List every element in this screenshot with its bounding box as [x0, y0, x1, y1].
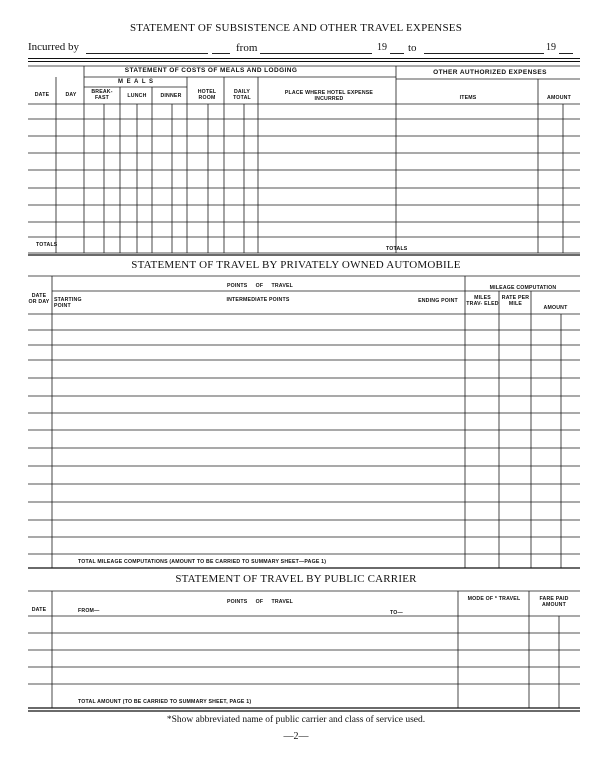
carrier-col-to: TO—: [390, 610, 403, 616]
meals-section-title: STATEMENT OF COSTS OF MEALS AND LODGING: [124, 67, 298, 74]
to-label: to: [408, 42, 417, 54]
carrier-footer: TOTAL AMOUNT (TO BE CARRIED TO SUMMARY SHEET, PAGE 1): [78, 699, 252, 705]
other-totals-label: TOTALS: [386, 246, 408, 252]
auto-footer: TOTAL MILEAGE COMPUTATIONS (AMOUNT TO BE CARRIED TO SUMMARY SHEET—PAGE 1): [78, 559, 327, 565]
col-place: PLACE WHERE HOTEL EXPENSE INCURRED: [284, 90, 374, 102]
other-expenses-title: OTHER AUTHORIZED EXPENSES: [433, 69, 547, 76]
page-number: —2—: [283, 731, 309, 742]
col-items: ITEMS: [459, 95, 477, 101]
carrier-section-title: STATEMENT OF TRAVEL BY PUBLIC CARRIER: [175, 573, 417, 585]
col-breakfast: BREAK- FAST: [91, 89, 113, 101]
carrier-col-date: DATE: [31, 607, 47, 613]
col-date: DATE: [34, 92, 50, 98]
col-daily-total: DAILY TOTAL: [233, 89, 251, 101]
carrier-col-from: FROM—: [78, 608, 100, 614]
meals-totals-label: TOTALS: [36, 242, 58, 248]
auto-col-rate: RATE PER MILE: [501, 295, 530, 307]
auto-mileage-computation: MILEAGE COMPUTATION: [489, 285, 557, 291]
auto-col-intermediate: INTERMEDIATE POINTS: [226, 297, 290, 303]
year-prefix-1: 19: [377, 42, 387, 53]
col-day: DAY: [65, 92, 77, 98]
from-label: from: [236, 42, 258, 54]
meals-group-label: M E A L S: [117, 79, 155, 85]
auto-section-title: STATEMENT OF TRAVEL BY PRIVATELY OWNED AUTOMOBILE: [131, 259, 461, 271]
form-title: STATEMENT OF SUBSISTENCE AND OTHER TRAVEL EXPENSES: [129, 22, 463, 34]
incurred-by-label: Incurred by: [28, 41, 80, 53]
col-amount: AMOUNT: [547, 95, 571, 101]
footnote: *Show abbreviated name of public carrier and class of service used.: [166, 715, 426, 725]
carrier-col-fare: FARE PAID AMOUNT: [539, 596, 569, 608]
col-hotel-room: HOTEL ROOM: [197, 89, 217, 101]
carrier-points-of-travel: POINTS OF TRAVEL: [226, 599, 294, 605]
col-dinner: DINNER: [160, 93, 182, 99]
auto-col-miles: MILES TRAV- ELED: [466, 295, 499, 307]
col-lunch: LUNCH: [127, 93, 147, 99]
auto-points-of-travel: POINTS OF TRAVEL: [226, 283, 294, 289]
auto-col-starting: STARTING POINT: [54, 297, 82, 309]
auto-col-amount: AMOUNT: [543, 305, 568, 311]
year-prefix-2: 19: [546, 42, 556, 53]
auto-col-date: DATE OR DAY: [28, 293, 50, 305]
auto-col-ending: ENDING POINT: [418, 298, 458, 304]
carrier-col-mode: MODE OF * TRAVEL: [467, 596, 521, 602]
